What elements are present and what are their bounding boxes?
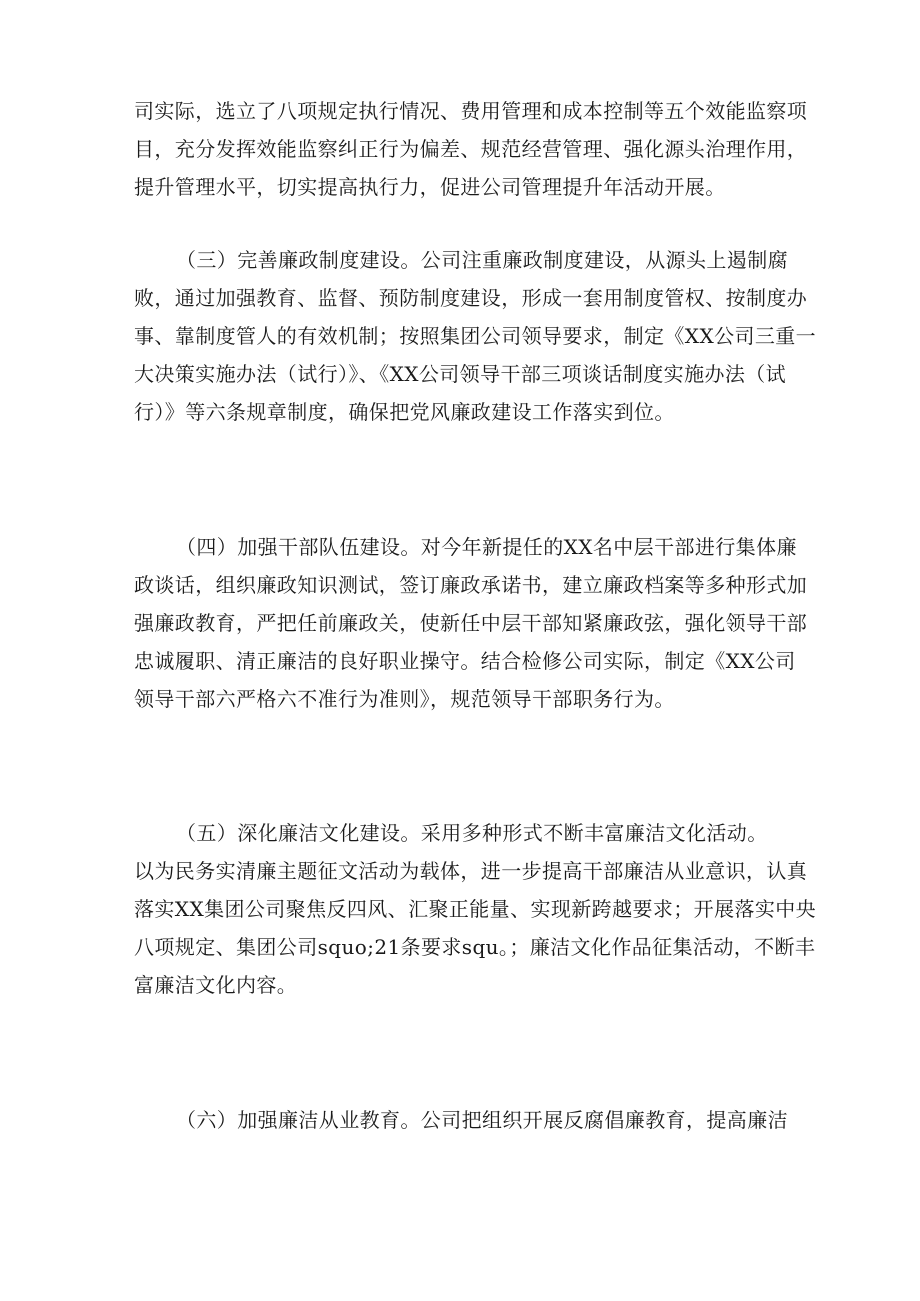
text-line: 忠诚履职、清正廉洁的良好职业操守。结合检修公司实际，制定《XX公司 xyxy=(134,649,796,673)
text-line: 强廉政教育，严把任前廉政关，使新任中层干部知紧廉政弦，强化领导干部 xyxy=(134,611,808,635)
paragraph-efficiency-supervision xyxy=(134,92,808,206)
text-line: 提升管理水平，切实提高执行力，促进公司管理提升年活动开展。 xyxy=(134,175,726,199)
text-line: （五）深化廉洁文化建设。采用多种形式不断丰富廉洁文化活动。 xyxy=(176,821,768,845)
paragraph-integrity-education xyxy=(134,1101,794,1139)
text-line: 八项规定、集团公司squo;21条要求squ。；廉洁文化作品征集活动，不断丰 xyxy=(134,935,816,959)
text-line: （六）加强廉洁从业教育。公司把组织开展反腐倡廉教育，提高廉洁 xyxy=(176,1108,788,1132)
paragraph-integrity-system xyxy=(134,241,817,431)
text-line: 大决策实施办法（试行）》、《XX公司领导干部三项谈话制度实施办法（试 xyxy=(134,362,787,386)
text-line: 事、靠制度管人的有效机制；按照集团公司领导要求，制定《XX公司三重一 xyxy=(134,324,817,348)
text-line: 目，充分发挥效能监察纠正行为偏差、规范经营管理、强化源头治理作用， xyxy=(134,137,808,161)
text-line: 领导干部六严格六不准行为准则》，规范领导干部职务行为。 xyxy=(134,687,675,711)
text-line: 行）》等六条规章制度，确保把党风廉政建设工作落实到位。 xyxy=(134,400,675,424)
text-line: （三）完善廉政制度建设。公司注重廉政制度建设，从源头上遏制腐 xyxy=(176,248,788,272)
text-line: 以为民务实清廉主题征文活动为载体，进一步提高干部廉洁从业意识，认真 xyxy=(134,859,808,883)
paragraph-integrity-culture xyxy=(134,814,817,1004)
paragraph-cadre-team xyxy=(134,528,808,718)
text-line: （四）加强干部队伍建设。对今年新提任的XX名中层干部进行集体廉 xyxy=(176,535,797,559)
text-line: 富廉洁文化内容。 xyxy=(134,973,298,997)
text-line: 司实际，选立了八项规定执行情况、费用管理和成本控制等五个效能监察项 xyxy=(134,99,808,123)
text-line: 败，通过加强教育、监督、预防制度建设，形成一套用制度管权、按制度办 xyxy=(134,286,808,310)
text-line: 落实XX集团公司聚焦反四风、汇聚正能量、实现新跨越要求；开展落实中央 xyxy=(134,897,817,921)
text-line: 政谈话，组织廉政知识测试，签订廉政承诺书，建立廉政档案等多种形式加 xyxy=(134,573,808,597)
